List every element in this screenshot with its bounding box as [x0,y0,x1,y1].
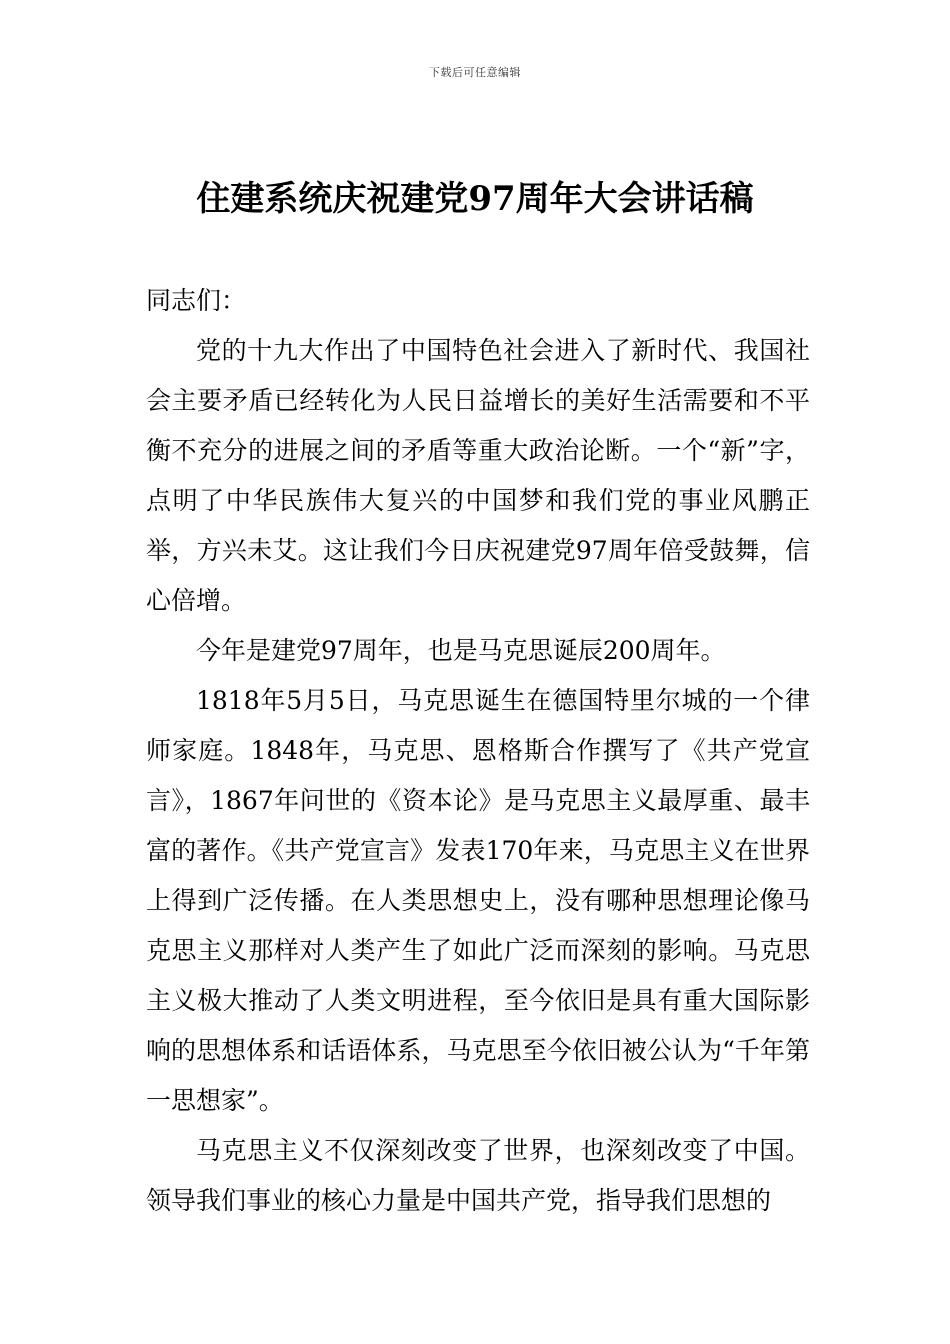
salutation: 同志们： [146,286,247,315]
document-title: 住建系统庆祝建党97周年大会讲话稿 [196,179,754,219]
paragraph: 今年是建党97周年，也是马克思诞辰200周年。 [196,636,726,665]
document-body [146,276,810,1226]
header-note: 下载后可任意编辑 [429,66,521,79]
paragraph: 1818年5月5日，马克思诞生在德国特里尔城的一个律师家庭。1848年，马克思、恩格斯合作撰写了《共产党宣言》，1867年问世的《资本论》是马克思主义最厚重、最丰富的著作。《共产党宣言》发表170年来，马克思主义在世界上得到广泛传播。在人类思想史上，没有哪种思想理论像马克思主义那样对人类产生了如此广泛而深刻的影响。马克思主义极大推动了人类文明进程，至今依旧是具有重大国际影响的思想体系和话语体系，马克思至今依旧被公认为“千年第一思想家”。 [146,686,810,1115]
paragraph: 党的十九大作出了中国特色社会进入了新时代、我国社会主要矛盾已经转化为人民日益增长的美好生活需要和不平衡不充分的进展之间的矛盾等重大政治论断。一个“新”字，点明了中华民族伟大复兴的中国梦和我们党的事业风鹏正举，方兴未艾。这让我们今日庆祝建党97周年倍受鼓舞，信心倍增。 [146,336,810,615]
paragraph: 马克思主义不仅深刻改变了世界，也深刻改变了中国。领导我们事业的核心力量是中国共产党，指导我们思想的 [146,1136,810,1215]
